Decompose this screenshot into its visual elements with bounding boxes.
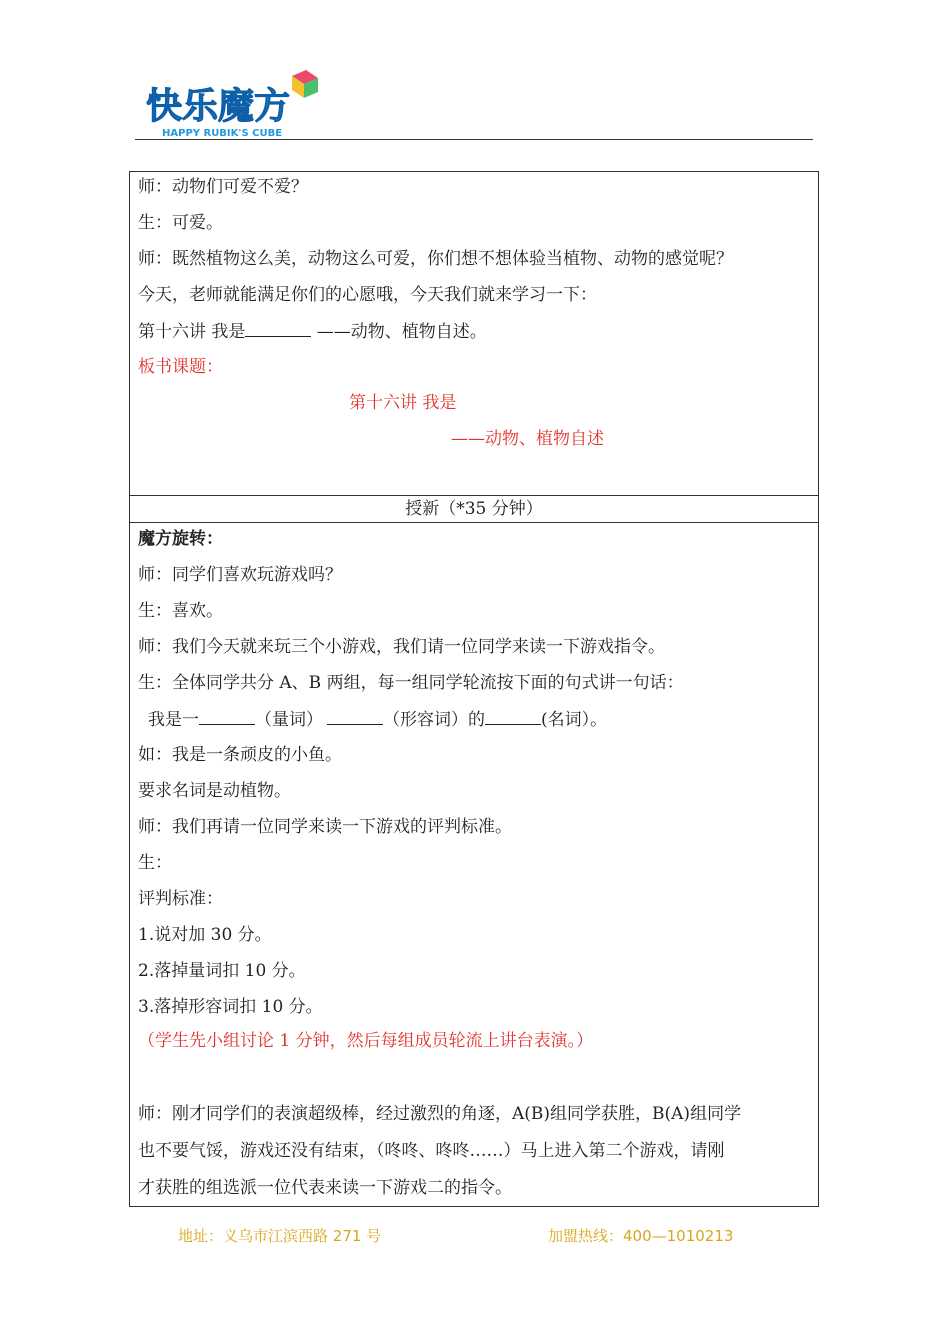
dialog-line: 师：刚才同学们的表演超级棒，经过激烈的角逐，A(B)组同学获胜，B(A)组同学: [138, 1104, 742, 1124]
rubiks-cube-icon: [292, 70, 318, 98]
lecture-prefix: 第十六讲 我是: [138, 322, 246, 342]
footer-hotline: 加盟热线：400—1010213: [548, 1227, 734, 1245]
teacher-note: （学生先小组讨论 1 分钟，然后每组成员轮流上讲台表演。）: [138, 1031, 594, 1051]
section-title: 授新（*35 分钟）: [405, 499, 543, 519]
lecture-title-line: [138, 320, 487, 343]
board-subtitle: ——动物、植物自述: [451, 429, 604, 449]
dialog-line: 生：喜欢。: [138, 601, 223, 621]
fill-blank: [485, 708, 541, 725]
dialog-line: 师：我们再请一位同学来读一下游戏的评判标准。: [138, 817, 512, 837]
fill-blank: [327, 708, 383, 725]
pattern-part: (名词）。: [541, 710, 608, 730]
footer-address: 地址：义乌市江滨西路 271 号: [178, 1227, 382, 1245]
header-rule: [135, 139, 813, 140]
dialog-line: 也不要气馁，游戏还没有结束，（咚咚、咚咚……）马上进入第二个游戏，请刚: [138, 1141, 725, 1161]
fill-blank: [199, 708, 255, 725]
logo: [140, 66, 325, 140]
dialog-line: 今天，老师就能满足你们的心愿哦，今天我们就来学习一下：: [138, 285, 597, 305]
dialog-line: 生：: [138, 853, 172, 873]
dialog-line: 要求名词是动植物。: [138, 781, 291, 801]
page-header: [135, 66, 815, 140]
sentence-pattern: [148, 708, 607, 731]
board-title: 第十六讲 我是: [349, 393, 457, 413]
dialog-line: 师：既然植物这么美，动物这么可爱，你们想不想体验当植物、动物的感觉呢？: [138, 249, 733, 269]
logo-text: 快乐魔方: [146, 86, 291, 127]
dialog-line: 师：我们今天就来玩三个小游戏，我们请一位同学来读一下游戏指令。: [138, 637, 665, 657]
board-label: 板书课题：: [138, 357, 223, 377]
dialog-line: 师：动物们可爱不爱？: [138, 177, 308, 197]
pattern-part: 我是一: [148, 710, 199, 730]
dialog-line: 如：我是一条顽皮的小鱼。: [138, 745, 342, 765]
criteria-item: 2.落掉量词扣 10 分。: [138, 961, 306, 981]
criteria-heading: 评判标准：: [138, 889, 223, 909]
dialog-line: 才获胜的组选派一位代表来读一下游戏二的指令。: [138, 1178, 512, 1198]
criteria-item: 3.落掉形容词扣 10 分。: [138, 997, 323, 1017]
section-heading: 魔方旋转：: [138, 529, 223, 549]
dialog-line: 生：可爱。: [138, 213, 223, 233]
dialog-line: 生：全体同学共分 A、B 两组，每一组同学轮流按下面的句式讲一句话：: [138, 673, 684, 693]
logo-subtext: HAPPY RUBIK'S CUBE: [162, 128, 283, 139]
pattern-part: （形容词）的: [383, 710, 485, 730]
fill-blank: [245, 320, 311, 337]
criteria-item: 1.说对加 30 分。: [138, 925, 272, 945]
dialog-line: 师：同学们喜欢玩游戏吗？: [138, 565, 342, 585]
pattern-part: （量词）: [255, 710, 323, 730]
lecture-suffix: ——动物、植物自述。: [311, 322, 487, 342]
